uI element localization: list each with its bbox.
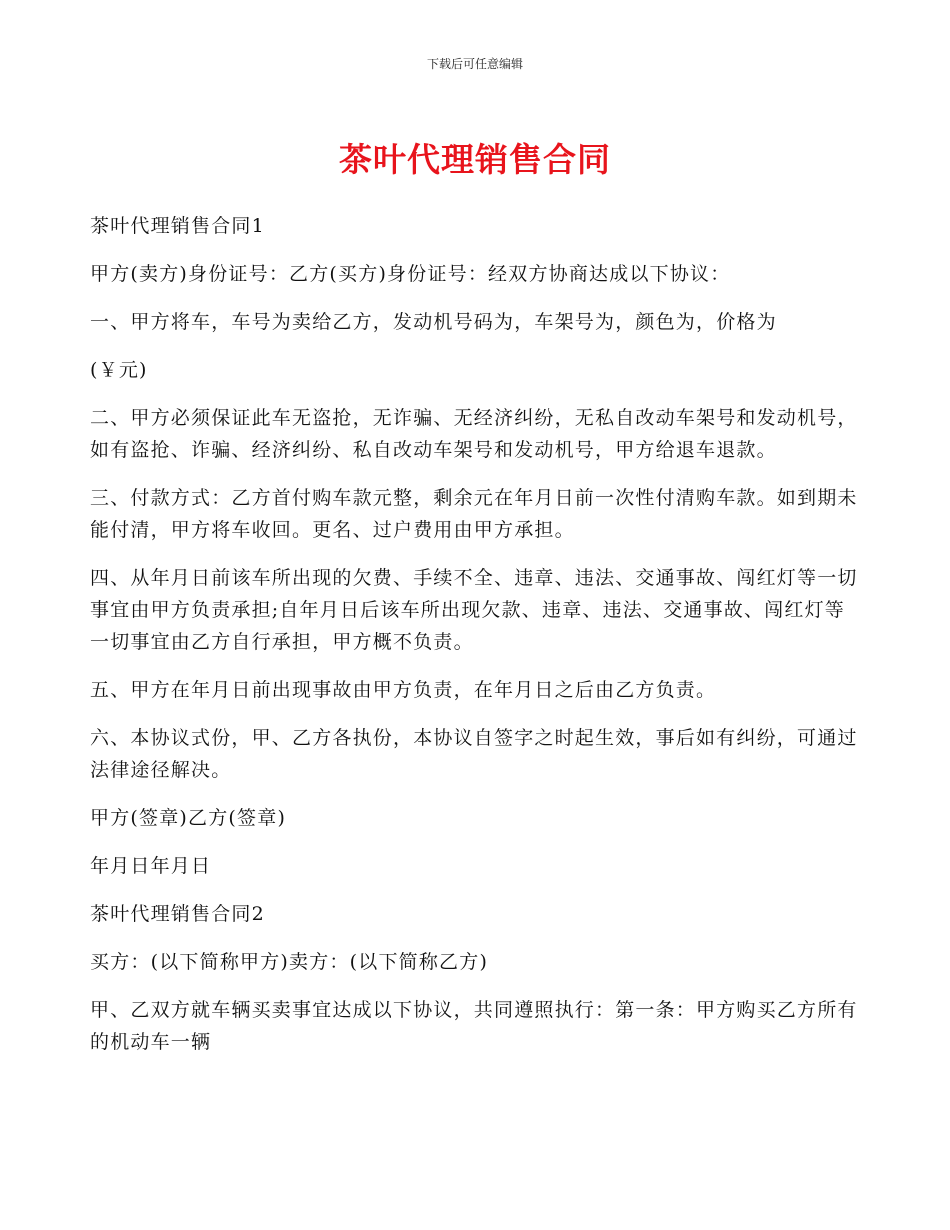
paragraph-clause-2: 二、甲方必须保证此车无盗抢，无诈骗、无经济纠纷，无私自改动车架号和发动机号，如有盗抢、诈骗、经济纠纷、私自改动车架号和发动机号，甲方给退车退款。 bbox=[90, 407, 858, 461]
paragraph-contract-2-heading: 茶叶代理销售合同2 bbox=[90, 903, 265, 925]
paragraph-parties: 甲方(卖方)身份证号：乙方(买方)身份证号：经双方协商达成以下协议： bbox=[90, 263, 731, 285]
paragraph-price: (￥元) bbox=[90, 359, 148, 381]
paragraph-buyer-seller: 买方：(以下简称甲方)卖方：(以下简称乙方) bbox=[90, 951, 489, 973]
paragraph-dates: 年月日年月日 bbox=[90, 855, 212, 877]
header-note: 下载后可任意编辑 bbox=[426, 57, 523, 71]
paragraph-clause-1: 一、甲方将车，车号为卖给乙方，发动机号码为，车架号为，颜色为，价格为 bbox=[90, 311, 777, 333]
document-body bbox=[90, 210, 860, 1074]
paragraph-clause-6: 六、本协议式份，甲、乙方各执份，本协议自签字之时起生效，事后如有纠纷，可通过法律途径解决。 bbox=[90, 727, 858, 781]
paragraph-clause-4: 四、从年月日前该车所出现的欠费、手续不全、违章、违法、交通事故、闯红灯等一切事宜由甲方负责承担;自年月日后该车所出现欠款、违章、违法、交通事故、闯红灯等一切事宜由乙方自行承担，甲方概不负责。 bbox=[90, 567, 858, 653]
paragraph-article-1: 甲、乙双方就车辆买卖事宜达成以下协议，共同遵照执行：第一条：甲方购买乙方所有的机动车一辆 bbox=[90, 999, 858, 1053]
paragraph-clause-5: 五、甲方在年月日前出现事故由甲方负责，在年月日之后由乙方负责。 bbox=[90, 679, 717, 701]
document-title: 茶叶代理销售合同 bbox=[339, 140, 611, 179]
paragraph-signatures: 甲方(签章)乙方(签章) bbox=[90, 807, 287, 829]
paragraph-clause-3: 三、付款方式：乙方首付购车款元整，剩余元在年月日前一次性付清购车款。如到期未能付清，甲方将车收回。更名、过户费用由甲方承担。 bbox=[90, 487, 858, 541]
paragraph-contract-1-heading: 茶叶代理销售合同1 bbox=[90, 215, 265, 237]
